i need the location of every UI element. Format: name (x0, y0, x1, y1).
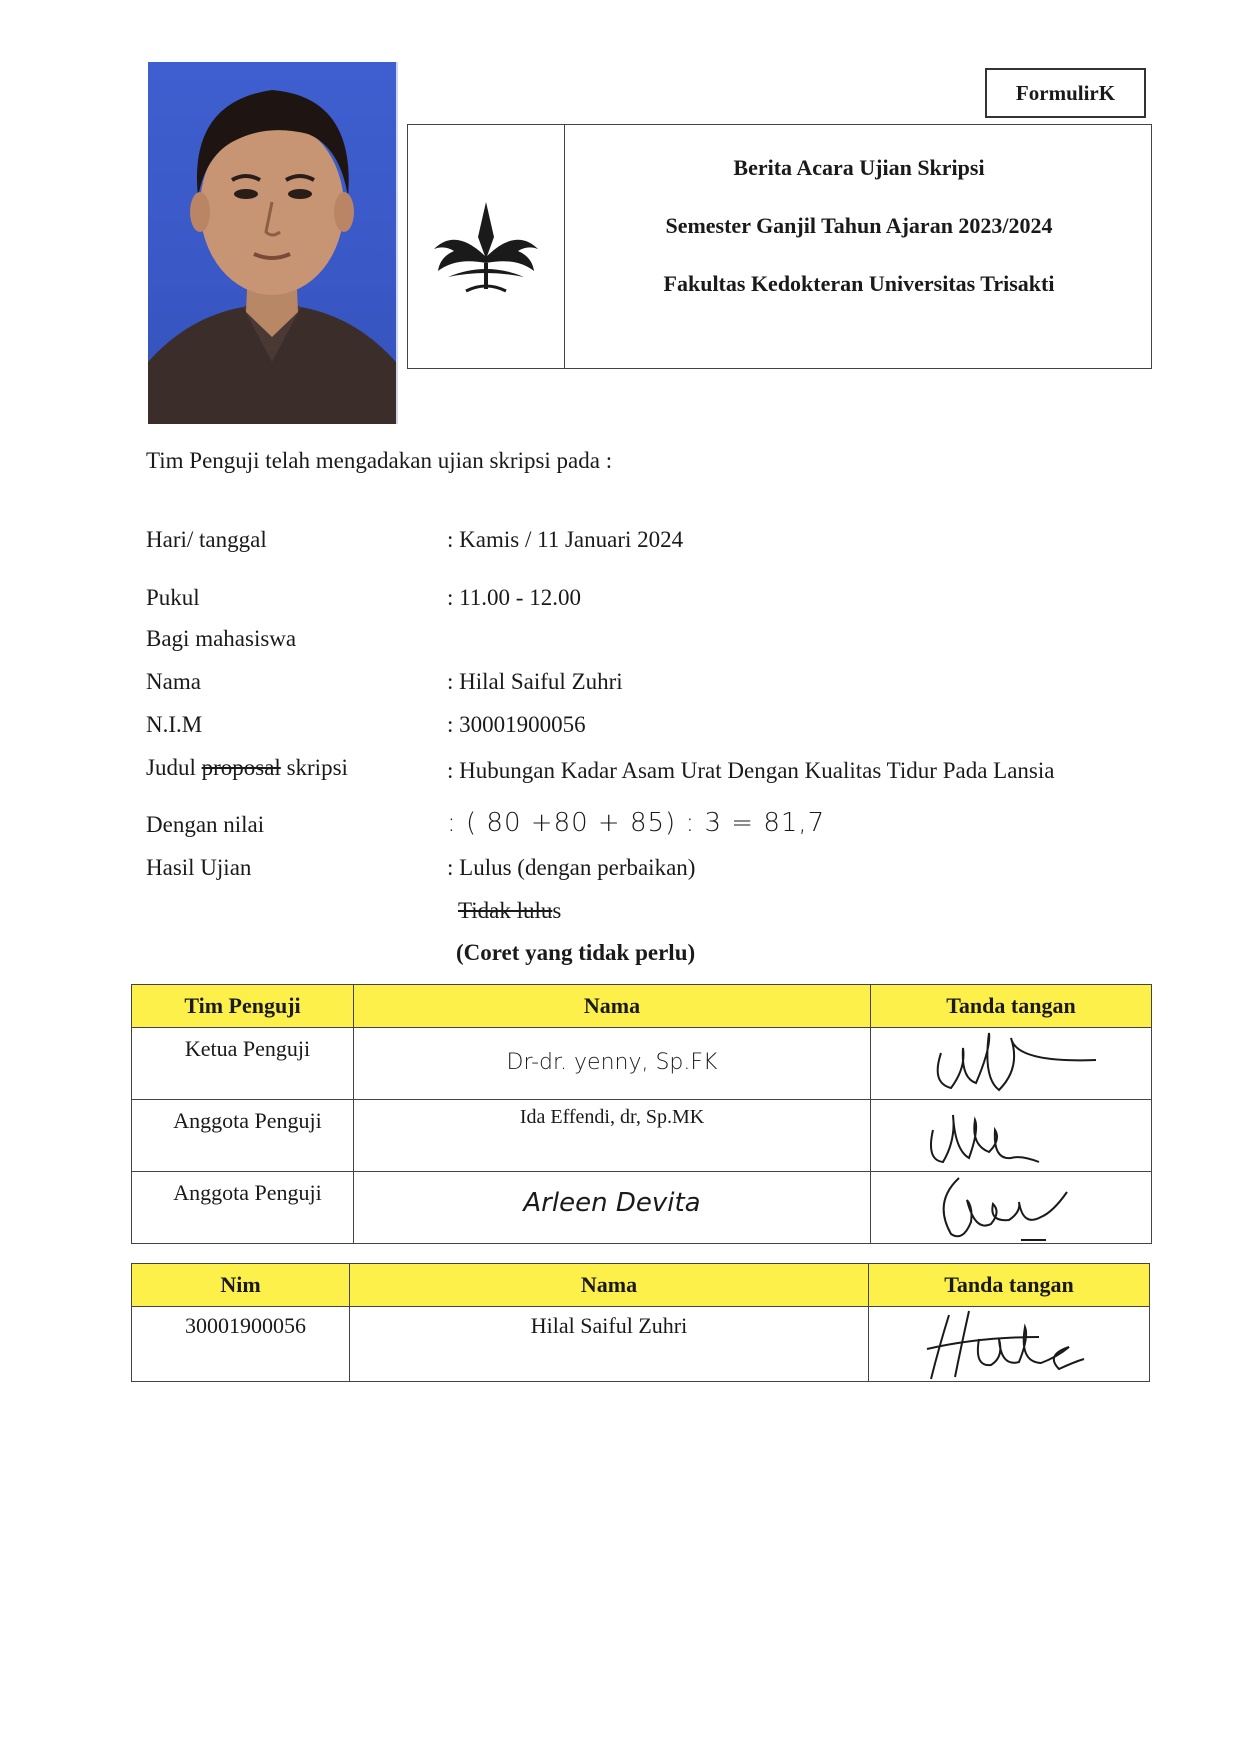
nim-value: : 30001900056 (447, 712, 586, 737)
header-nim: Nim (132, 1264, 350, 1307)
hari-value: : Kamis / 11 Januari 2024 (447, 527, 684, 552)
header-tim-penguji: Tim Penguji (132, 985, 354, 1028)
signature-cell (871, 1028, 1152, 1100)
intro-text: Tim Penguji telah mengadakan ujian skripsi pada : (146, 448, 613, 473)
bagi-mahasiswa-label: Bagi mahasiswa (146, 626, 297, 651)
judul-label-suffix: skripsi (280, 755, 348, 780)
table-row (132, 1172, 1152, 1244)
signature-icon (871, 1100, 1152, 1172)
name-cell: Arleen Devita (354, 1172, 871, 1244)
nim-cell: 30001900056 (132, 1307, 350, 1382)
hasil-value: : Lulus (dengan perbaikan) (447, 855, 696, 880)
signature-cell (871, 1100, 1152, 1172)
nilai-label: Dengan nilai (146, 812, 265, 837)
judul-label-prefix: Judul (146, 755, 202, 780)
signature-icon (871, 1172, 1152, 1244)
nama-label: Nama (146, 669, 201, 694)
tidak-lulus-struck: Tidak lulu (458, 898, 553, 923)
judul-label (146, 755, 348, 781)
role-cell: Ketua Penguji (132, 1028, 354, 1100)
student-photo (148, 62, 398, 424)
header-logo-cell (408, 125, 565, 368)
header-title: Berita Acara Ujian Skripsi (733, 155, 985, 180)
header-semester: Semester Ganjil Tahun Ajaran 2023/2024 (665, 213, 1053, 238)
signature-icon (871, 1028, 1152, 1100)
student-table (131, 1263, 1150, 1382)
table-row (132, 1307, 1150, 1382)
signature-icon (869, 1307, 1150, 1382)
nama-value: : Hilal Saiful Zuhri (447, 669, 623, 694)
hasil-label: Hasil Ujian (146, 855, 252, 880)
name-cell: Dr-dr. yenny, Sp.FK (354, 1028, 871, 1100)
table-row (132, 1028, 1152, 1100)
signature-cell (871, 1172, 1152, 1244)
header-nama: Nama (350, 1264, 869, 1307)
nilai-value: : ( 80 +80 + 85) : 3 = 81,7 (447, 808, 826, 838)
table-row (132, 1100, 1152, 1172)
role-cell: Anggota Penguji (132, 1172, 354, 1244)
judul-label-struck: proposal (201, 755, 281, 780)
judul-value: : Hubungan Kadar Asam Urat Dengan Kualitas Tidur Pada Lansia (447, 758, 1055, 783)
pukul-label: Pukul (146, 585, 200, 610)
name-cell: Hilal Saiful Zuhri (350, 1307, 869, 1382)
student-header-row (132, 1264, 1150, 1307)
header-box (407, 124, 1152, 369)
pukul-value: : 11.00 - 12.00 (447, 585, 581, 610)
signature-cell (869, 1307, 1150, 1382)
tidak-lulus (458, 898, 561, 924)
examiners-table (131, 984, 1152, 1244)
hari-label: Hari/ tanggal (146, 527, 267, 552)
tidak-lulus-tail: s (552, 898, 562, 923)
header-nama: Nama (354, 985, 871, 1028)
header-tanda-tangan: Tanda tangan (869, 1264, 1150, 1307)
form-tag: FormulirK (985, 68, 1146, 118)
header-tanda-tangan: Tanda tangan (871, 985, 1152, 1028)
coret-note: (Coret yang tidak perlu) (456, 940, 696, 965)
trisakti-logo-icon (426, 197, 546, 297)
header-faculty: Fakultas Kedokteran Universitas Trisakti (663, 271, 1055, 296)
examiners-header-row (132, 985, 1152, 1028)
nim-label: N.I.M (146, 712, 203, 737)
name-cell: Ida Effendi, dr, Sp.MK (354, 1100, 871, 1172)
role-cell: Anggota Penguji (132, 1100, 354, 1172)
